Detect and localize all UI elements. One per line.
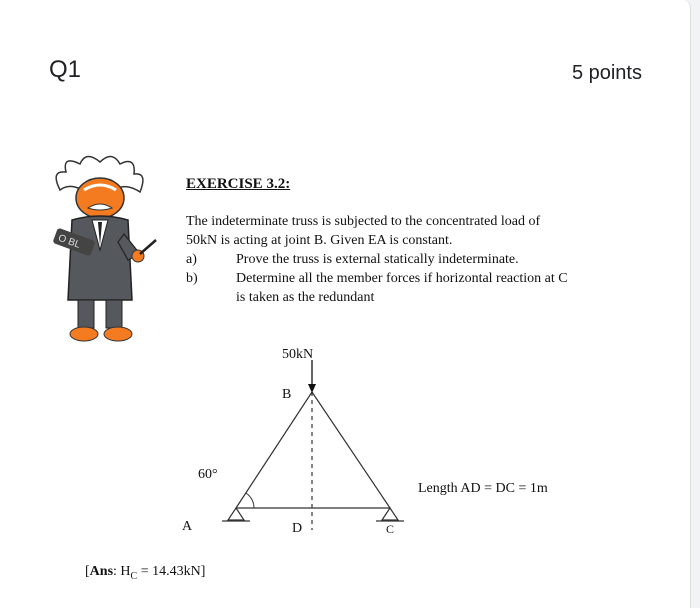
answer-prefix: [ xyxy=(85,564,90,579)
question-points: 5 points xyxy=(571,62,642,84)
item-a-label: a) xyxy=(186,252,197,267)
node-c-label: C xyxy=(386,522,395,536)
item-b-label: b) xyxy=(186,271,198,286)
angle-label: 60° xyxy=(198,467,218,482)
item-a-text: Prove the truss is external statically indeterminate. xyxy=(236,252,519,267)
member-ab xyxy=(236,392,312,508)
answer-label: Ans xyxy=(89,564,114,579)
answer-middle: : H xyxy=(113,564,131,579)
support-c-icon xyxy=(382,508,398,520)
exercise-text-line-2: 50kN is acting at joint B. Given EA is constant. xyxy=(186,233,453,248)
exercise-title: EXERCISE 3.2: xyxy=(186,176,291,192)
exercise-text-line-1: The indeterminate truss is subjected to the concentrated load of xyxy=(186,214,541,229)
node-d-label: D xyxy=(292,521,303,536)
item-b-text: Determine all the member forces if horizontal reaction at C xyxy=(236,271,568,286)
item-b-text-continued: is taken as the redundant xyxy=(236,290,375,305)
node-a-label: A xyxy=(182,519,193,534)
support-a-icon xyxy=(228,508,244,520)
answer-text xyxy=(85,564,205,582)
answer-value: = 14.43kN] xyxy=(137,564,206,579)
load-label: 50kN xyxy=(282,347,314,362)
member-bc xyxy=(312,392,390,508)
mascot-badge-text: O BL xyxy=(56,232,82,251)
professor-mascot-image xyxy=(48,150,158,346)
answer-subscript: C xyxy=(130,570,138,582)
question-number: Q1 xyxy=(49,56,82,83)
angle-arc xyxy=(246,493,254,508)
node-b-label: B xyxy=(282,387,292,402)
length-label: Length AD = DC = 1m xyxy=(418,481,548,496)
truss-diagram xyxy=(170,340,590,545)
